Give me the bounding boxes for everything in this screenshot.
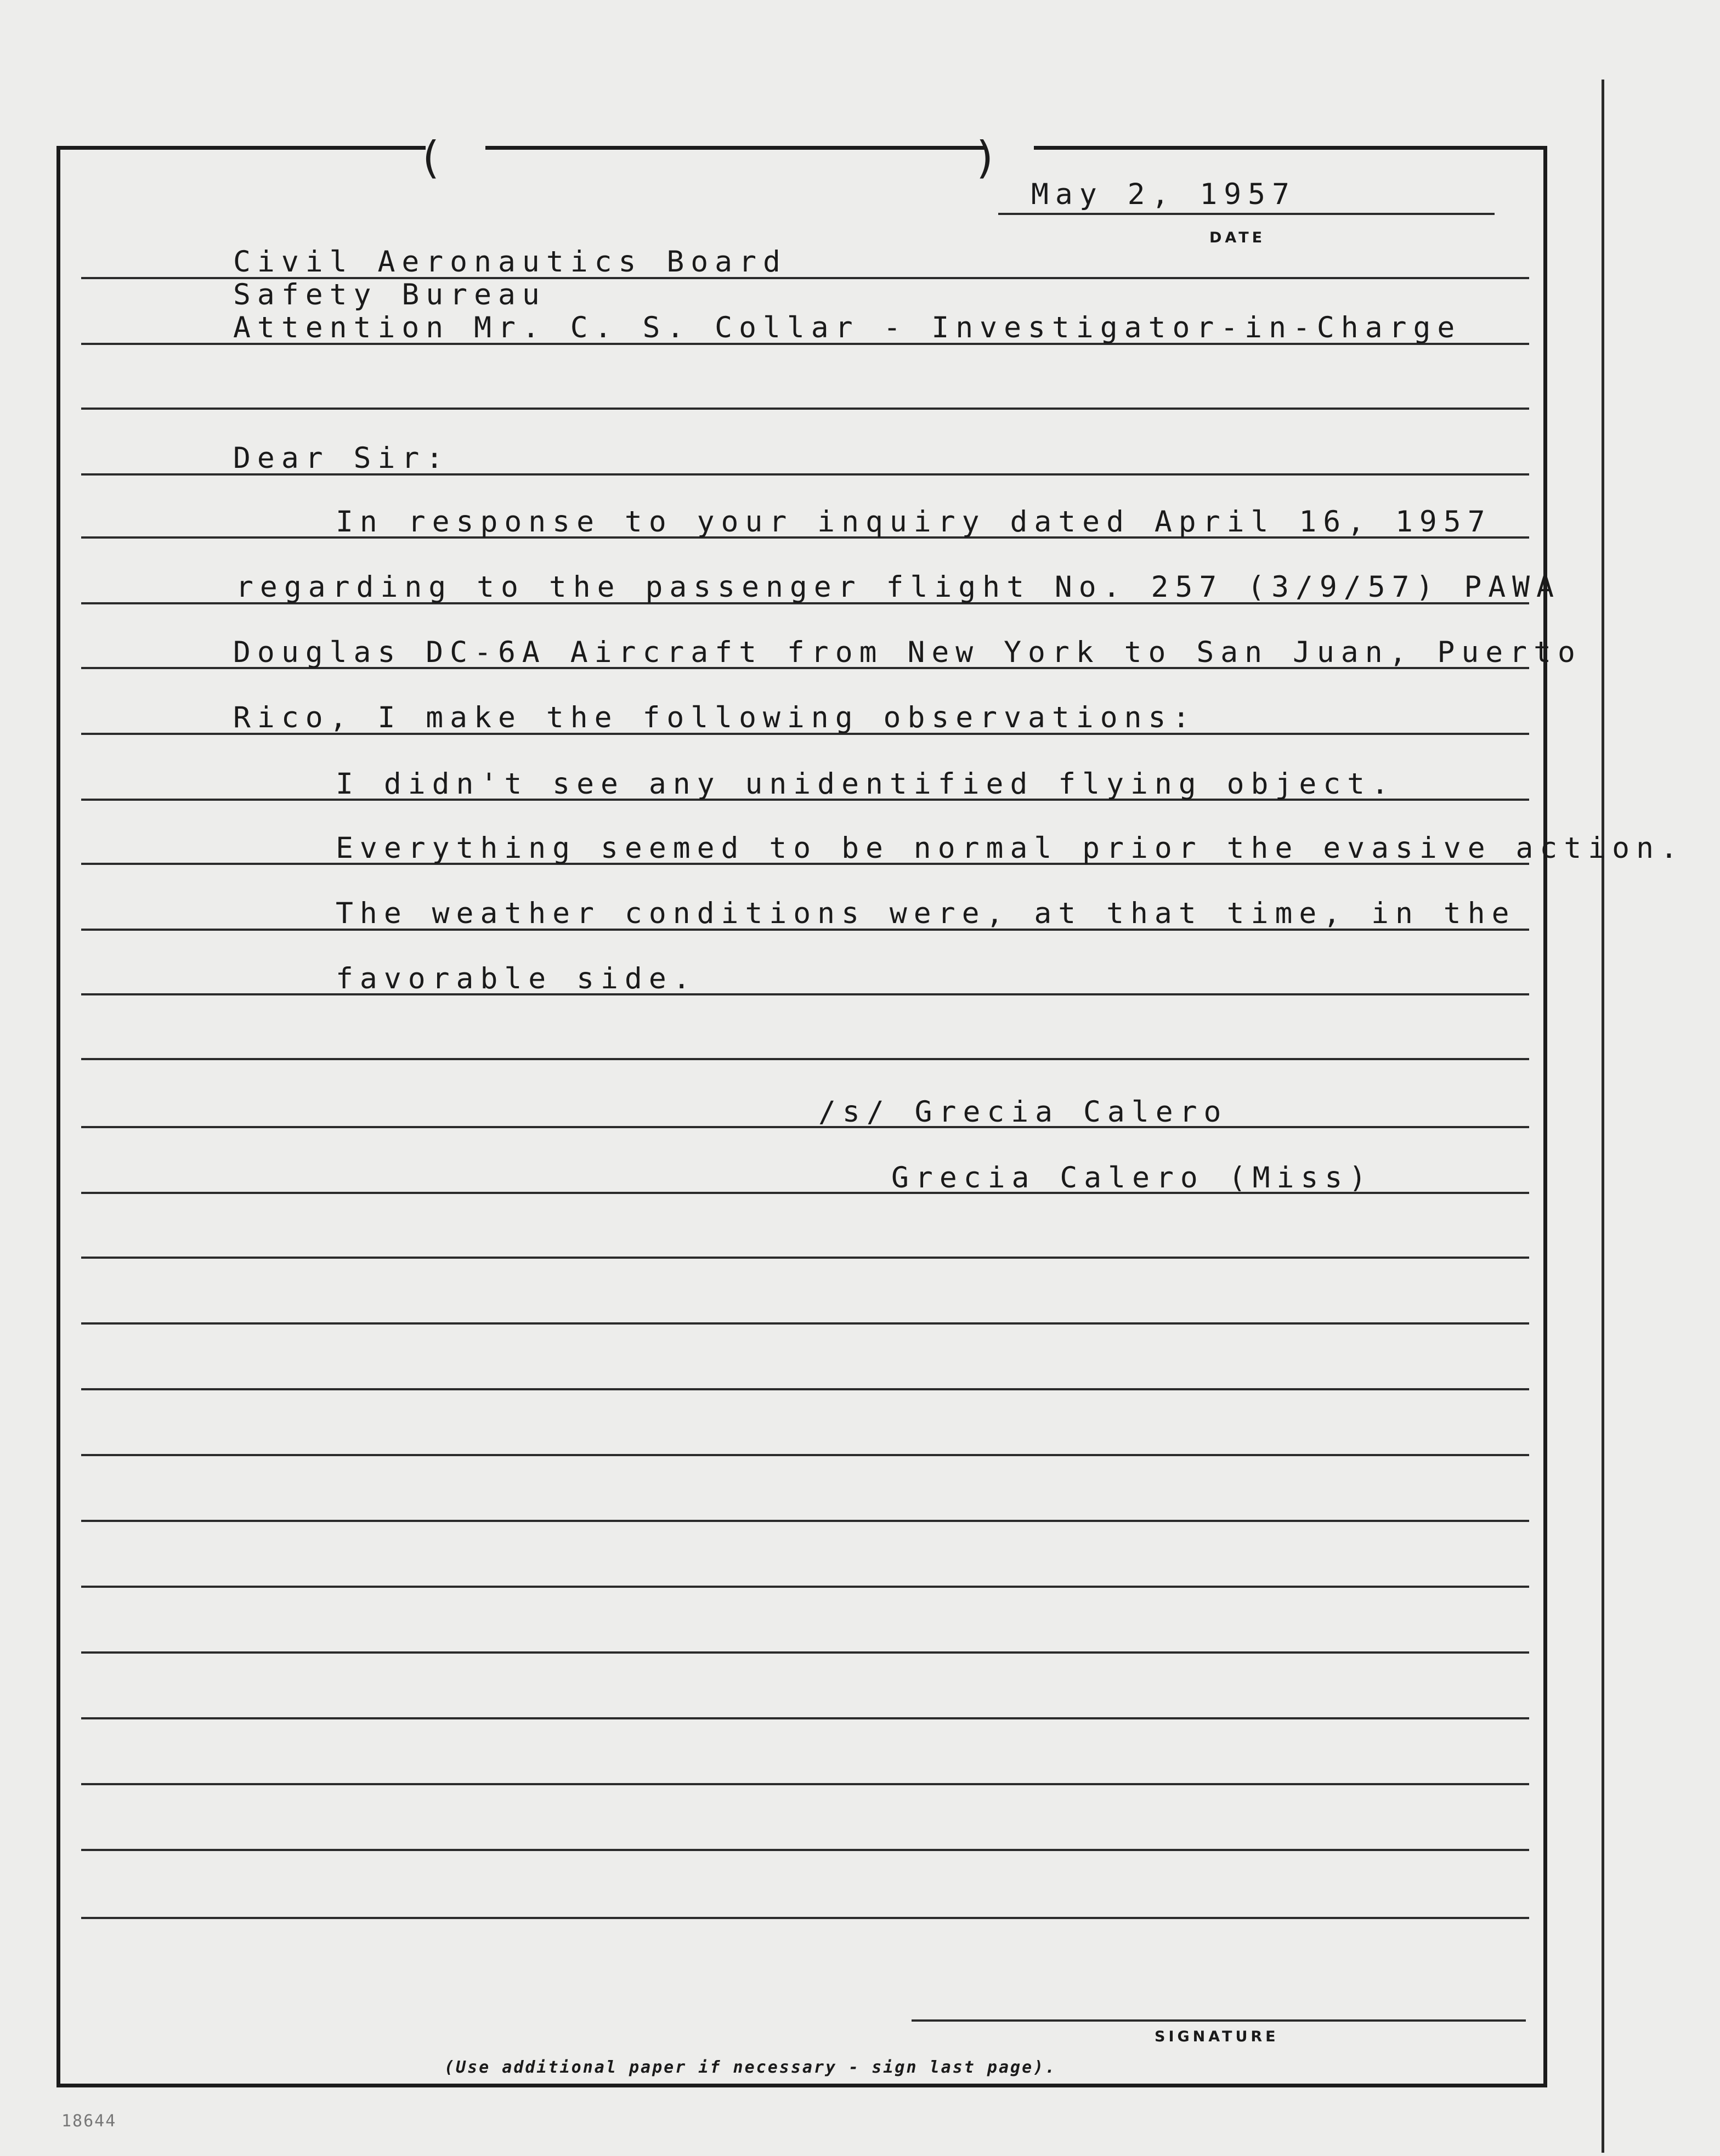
body-line-7: The weather conditions were, at that time, in the bbox=[336, 897, 1516, 930]
typed-name: Grecia Calero (Miss) bbox=[891, 1161, 1373, 1195]
form-border-top-middle bbox=[485, 146, 985, 150]
ruled-line bbox=[81, 1388, 1529, 1390]
form-border-top-right bbox=[1034, 146, 1547, 150]
body-line-3: Douglas DC-6A Aircraft from New York to San Juan, Puerto bbox=[233, 636, 1582, 669]
body-line-2: regarding to the passenger flight No. 257 (3/9/57) PAWA bbox=[236, 570, 1560, 604]
signed-name: /s/ Grecia Calero bbox=[818, 1095, 1228, 1129]
ruled-line bbox=[81, 1126, 1529, 1128]
date-label: DATE bbox=[1209, 229, 1266, 246]
date-rule bbox=[998, 213, 1495, 215]
ruled-line bbox=[81, 1849, 1529, 1851]
ruled-line bbox=[81, 1917, 1529, 1919]
stamp-number: 18644 bbox=[61, 2112, 117, 2131]
ruled-line bbox=[81, 993, 1529, 995]
signature-rule bbox=[912, 2019, 1526, 2022]
addressee-line-1: Civil Aeronautics Board bbox=[233, 245, 787, 279]
binder-notch-right: ) bbox=[976, 132, 994, 183]
binder-notch-left: ( bbox=[422, 132, 440, 183]
page-edge bbox=[1602, 80, 1604, 2153]
signature-label: SIGNATURE bbox=[1155, 2028, 1279, 2045]
form-border-right bbox=[1543, 146, 1547, 2087]
body-line-5: I didn't see any unidentified flying object. bbox=[336, 767, 1395, 801]
ruled-line bbox=[81, 1257, 1529, 1259]
ruled-line bbox=[81, 1651, 1529, 1654]
form-border-bottom bbox=[56, 2084, 1547, 2087]
footer-note: (Use additional paper if necessary - sign last page). bbox=[444, 2058, 1057, 2077]
ruled-line bbox=[81, 1783, 1529, 1785]
body-line-8: favorable side. bbox=[336, 962, 697, 995]
date-value: May 2, 1957 bbox=[1031, 178, 1296, 211]
ruled-line bbox=[81, 408, 1529, 410]
addressee-line-3: Attention Mr. C. S. Collar - Investigator-in-Charge bbox=[233, 311, 1462, 344]
ruled-line bbox=[81, 1058, 1529, 1060]
body-line-4: Rico, I make the following observations: bbox=[233, 701, 1197, 734]
addressee-line-2: Safety Bureau bbox=[233, 278, 546, 312]
ruled-line bbox=[81, 1322, 1529, 1325]
ruled-line bbox=[81, 1586, 1529, 1588]
body-line-1: In response to your inquiry dated April 16, 1957 bbox=[336, 505, 1492, 539]
form-border-left bbox=[56, 146, 60, 2087]
ruled-line bbox=[81, 1717, 1529, 1719]
salutation: Dear Sir: bbox=[233, 442, 450, 475]
ruled-line bbox=[81, 1454, 1529, 1456]
ruled-line bbox=[81, 1520, 1529, 1522]
body-line-6: Everything seemed to be normal prior the evasive action. bbox=[336, 831, 1684, 865]
form-border-top-left bbox=[56, 146, 426, 150]
